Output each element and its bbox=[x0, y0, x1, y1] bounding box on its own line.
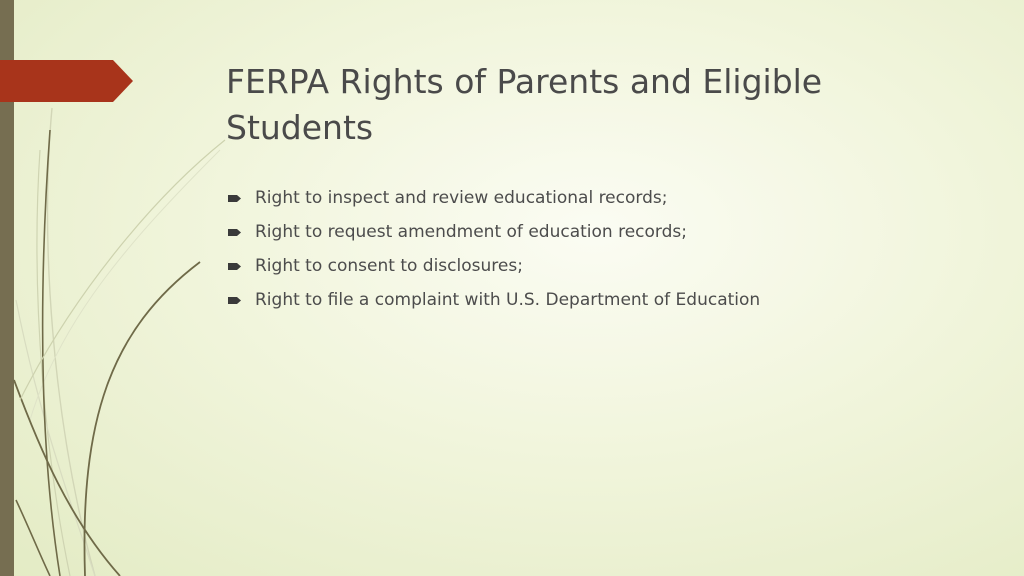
bullet-item bbox=[228, 181, 760, 215]
bullet-text: Right to file a complaint with U.S. Department of Education bbox=[255, 290, 761, 310]
arrow-bullet-icon bbox=[228, 262, 242, 271]
title-accent-tab bbox=[0, 0, 240, 120]
arrow-bullet-icon bbox=[228, 296, 242, 305]
bullet-list bbox=[228, 181, 760, 317]
arrow-bullet-icon bbox=[228, 228, 242, 237]
bullet-text: Right to consent to disclosures; bbox=[255, 256, 523, 276]
bullet-item bbox=[228, 215, 760, 249]
arrow-bullet-icon bbox=[228, 194, 242, 203]
bullet-text: Right to request amendment of education records; bbox=[255, 222, 687, 242]
slide-title: FERPA Rights of Parents and Eligible Students bbox=[226, 62, 823, 147]
bullet-item bbox=[228, 249, 760, 283]
bullet-item bbox=[228, 283, 760, 317]
bullet-text: Right to inspect and review educational records; bbox=[255, 188, 668, 208]
